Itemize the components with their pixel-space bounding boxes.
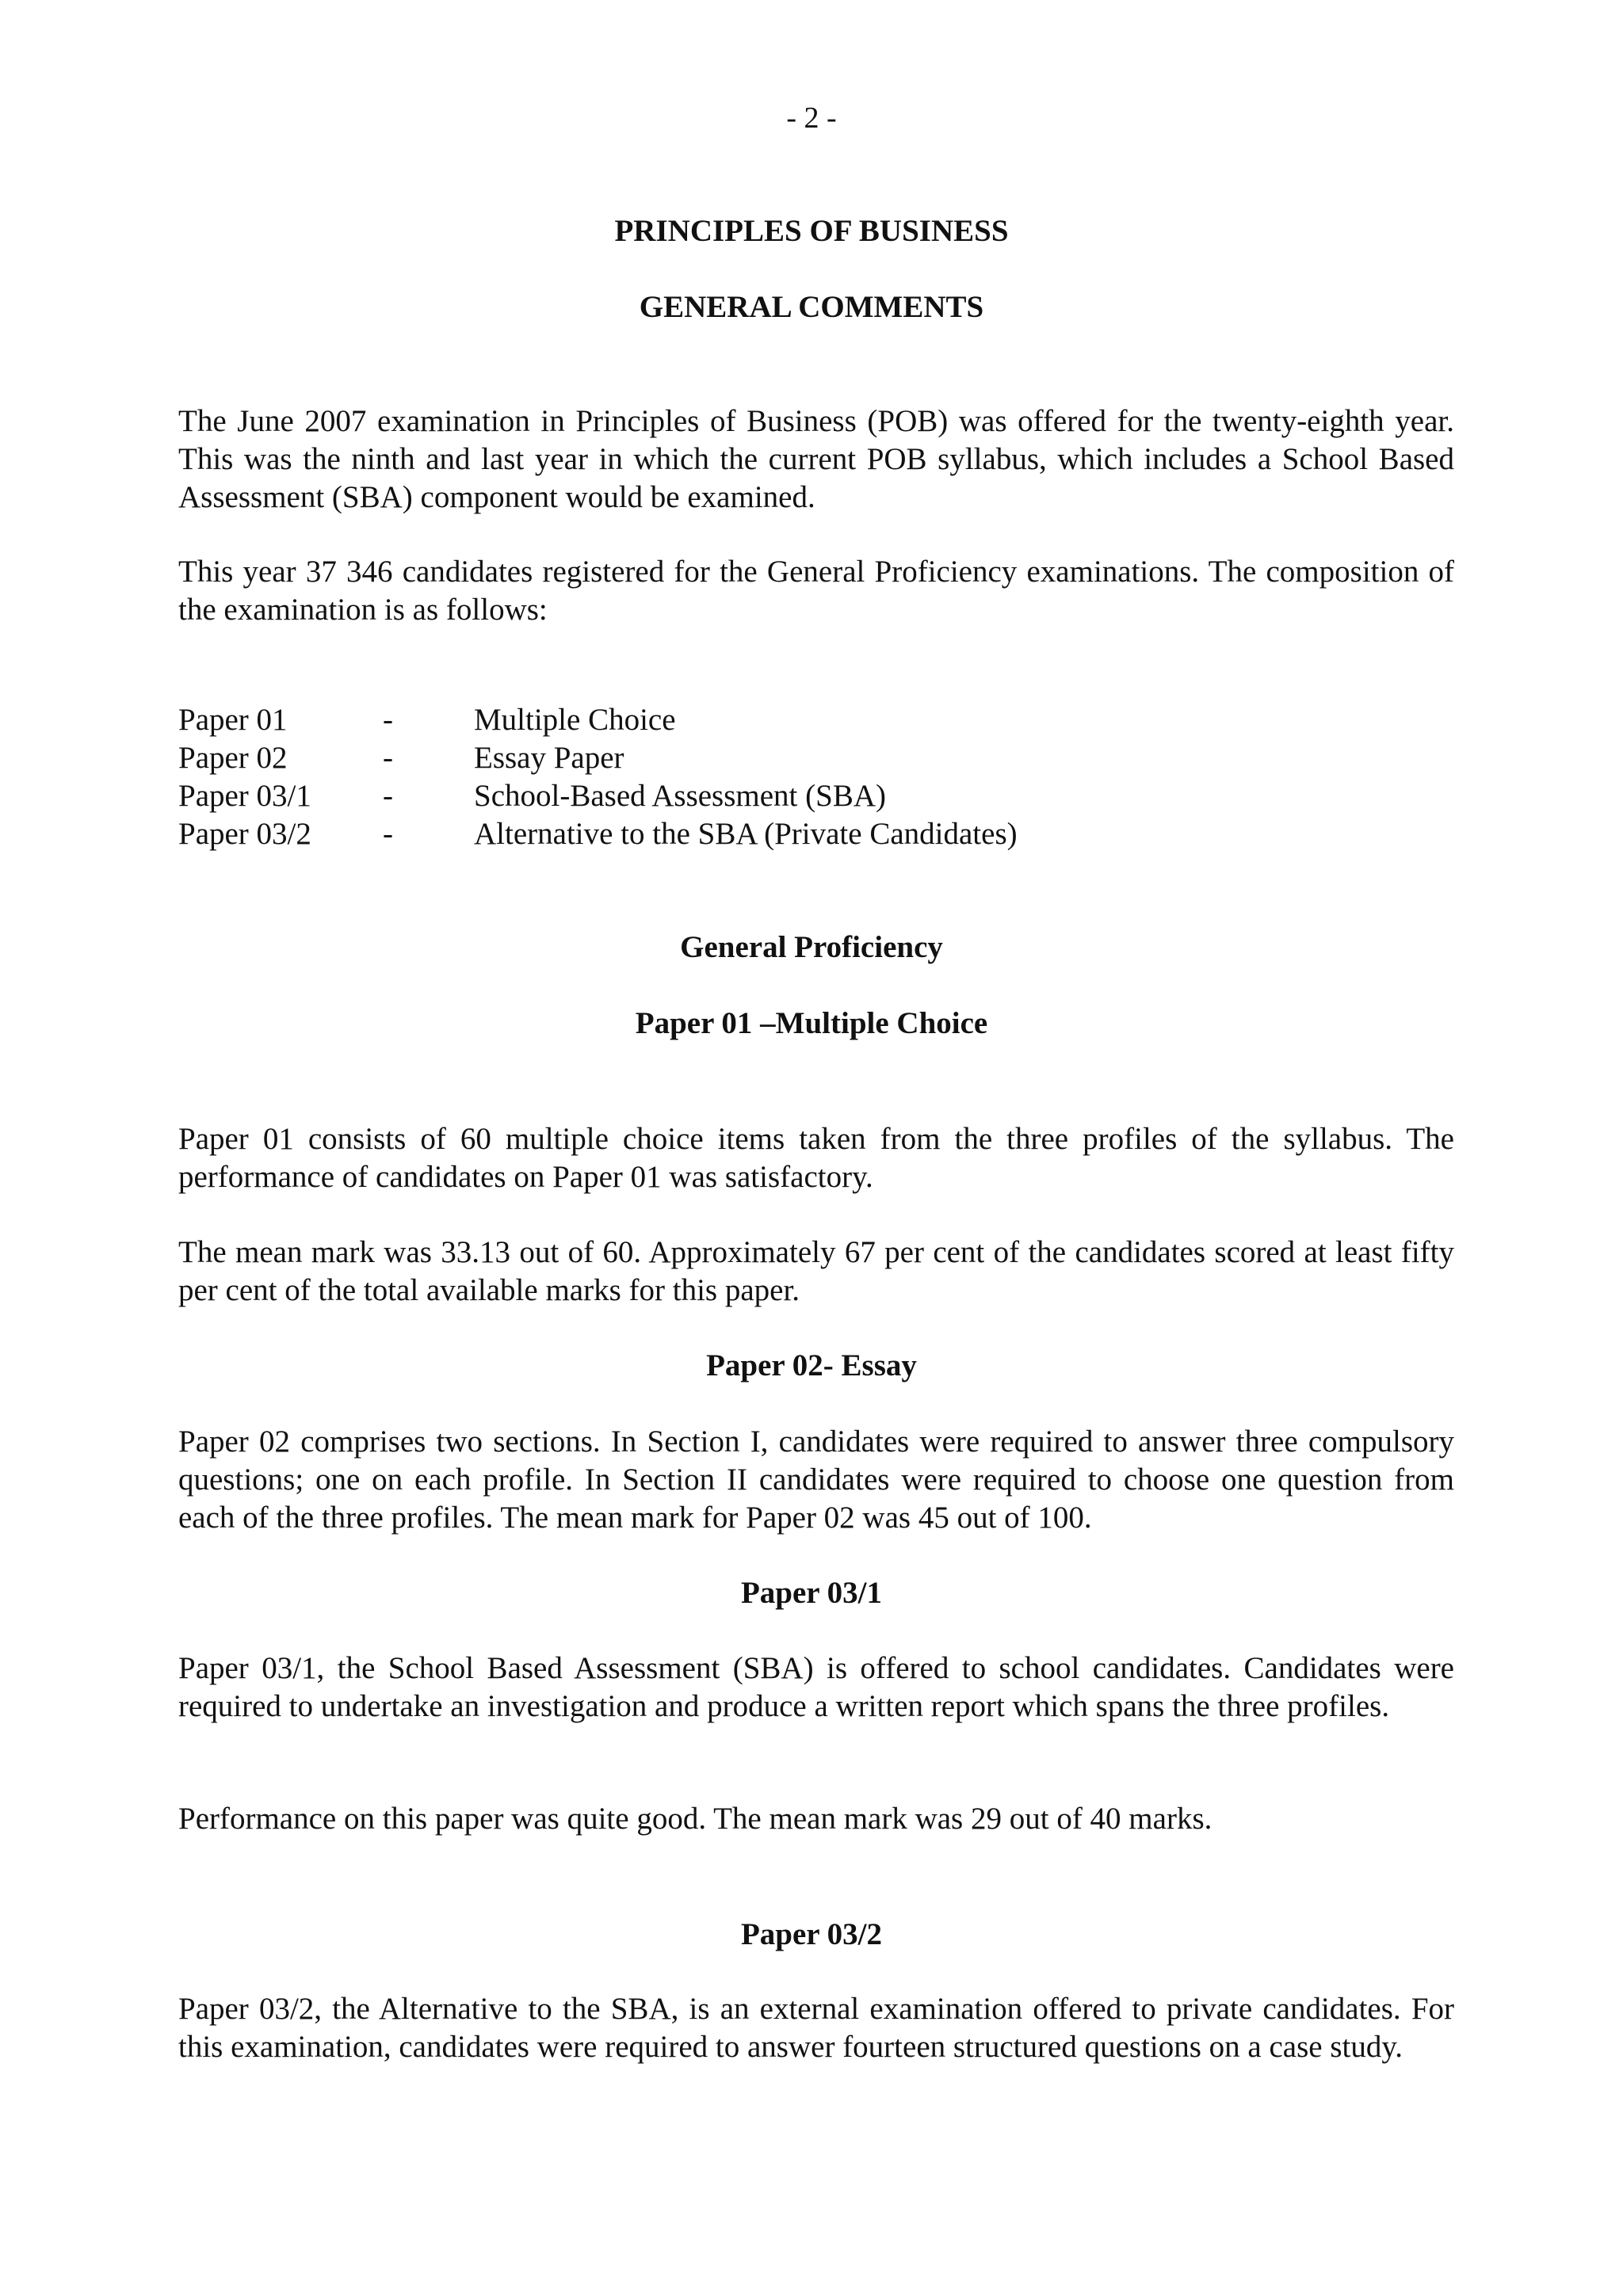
paper-03-1-paragraph-1: Paper 03/1, the School Based Assessment (SBA) is offered to school candidates. Candidates were required to undertake an investigation and produce a written report which spans the three profiles.: [178, 1651, 1454, 1723]
paper-code: Paper 01: [178, 703, 288, 737]
section-heading-paper-03-1: Paper 03/1: [740, 1576, 882, 1610]
list-item: [178, 777, 1454, 815]
paper-code: Paper 02: [178, 741, 288, 775]
intro-paragraph-2: This year 37 346 candidates registered for the General Proficiency examinations. The composition of the examination is as follows:: [178, 555, 1454, 627]
section-heading-paper-01: Paper 01 –Multiple Choice: [635, 1006, 988, 1040]
paper-description: School-Based Assessment (SBA): [474, 779, 886, 813]
list-item: [178, 739, 1454, 777]
paper-description: Essay Paper: [474, 741, 624, 775]
separator-dash: -: [383, 817, 393, 851]
page-number: - 2 -: [786, 101, 837, 135]
section-heading-paper-02: Paper 02- Essay: [706, 1348, 917, 1383]
paper-03-2-paragraph-1: Paper 03/2, the Alternative to the SBA, is an external examination offered to private candidates. For this examination, candidates were required to answer fourteen structured questions on a case study.: [178, 1992, 1454, 2064]
document-title: PRINCIPLES OF BUSINESS: [614, 214, 1009, 248]
paper-03-1-paragraph-2: Performance on this paper was quite good. The mean mark was 29 out of 40 marks.: [178, 1802, 1212, 1836]
paper-description: Alternative to the SBA (Private Candidates): [474, 817, 1018, 851]
separator-dash: -: [383, 741, 393, 775]
paper-01-paragraph-2: The mean mark was 33.13 out of 60. Approximately 67 per cent of the candidates scored at least fifty per cent of the total available marks for this paper.: [178, 1235, 1454, 1307]
section-heading-general-comments: GENERAL COMMENTS: [639, 290, 984, 324]
section-heading-general-proficiency: General Proficiency: [680, 930, 943, 964]
list-item: [178, 701, 1454, 739]
separator-dash: -: [383, 779, 393, 813]
paper-code: Paper 03/2: [178, 817, 311, 851]
paper-02-paragraph-1: Paper 02 comprises two sections. In Section I, candidates were required to answer three compulsory questions; one on each profile. In Section II candidates were required to choose one question from each of the three profiles. The mean mark for Paper 02 was 45 out of 100.: [178, 1425, 1454, 1535]
paper-code: Paper 03/1: [178, 779, 311, 813]
paper-01-paragraph-1: Paper 01 consists of 60 multiple choice items taken from the three profiles of the syllabus. The performance of candidates on Paper 01 was satisfactory.: [178, 1122, 1454, 1194]
intro-paragraph-1: The June 2007 examination in Principles of Business (POB) was offered for the twenty-eighth year. This was the ninth and last year in which the current POB syllabus, which includes a School Based Assessment (SBA) component would be examined.: [178, 404, 1454, 514]
section-heading-paper-03-2: Paper 03/2: [740, 1917, 882, 1951]
list-item: [178, 815, 1454, 853]
paper-description: Multiple Choice: [474, 703, 676, 737]
paper-composition-list: [178, 701, 1454, 853]
separator-dash: -: [383, 703, 393, 737]
